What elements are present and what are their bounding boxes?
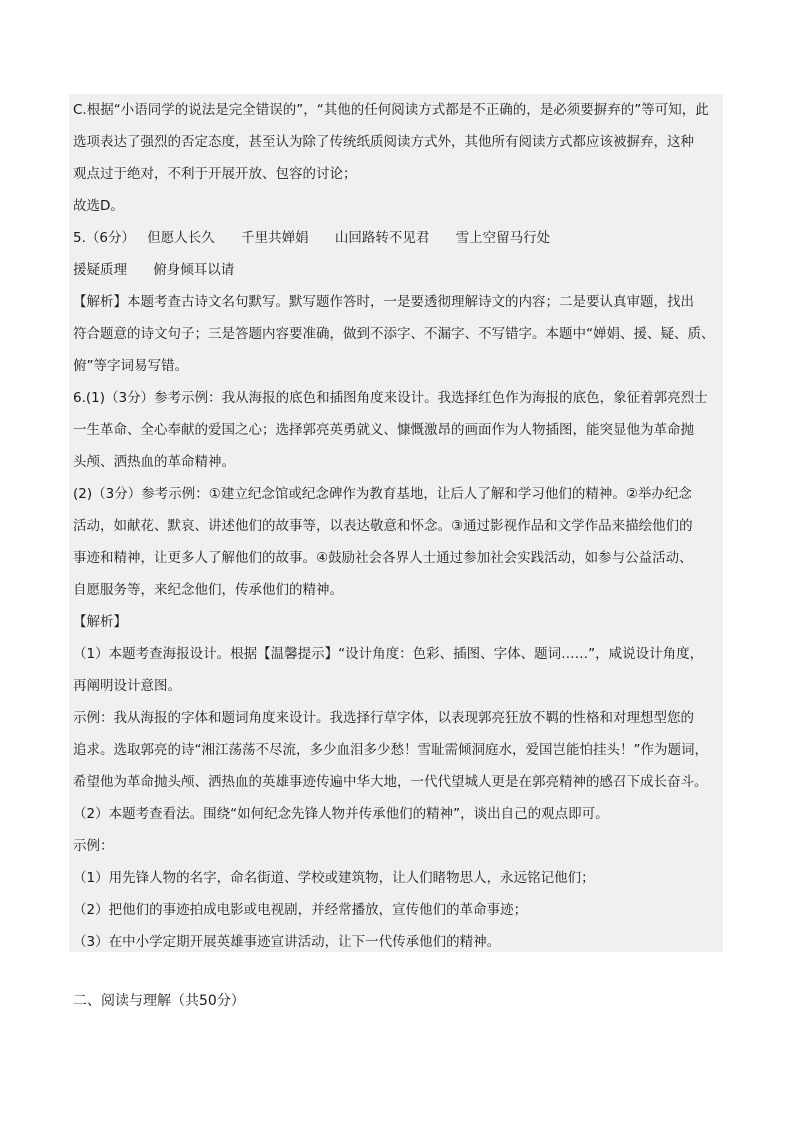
section-title: 二、阅读与理解（共50分） [73,993,245,1009]
q5-blank-6: 俯身倾耳以请 [153,262,235,278]
q6-analysis-line-9: （2）把他们的事迹拍成电影或电视剧，并经常播放，宣传他们的革命事迹； [73,902,528,918]
q5-analysis-line-1: 【解析】本题考查古诗文名句默写。默写题作答时，一是要透彻理解诗文的内容；二是要认真审题，找出 [73,294,694,310]
q6-analysis-heading: 【解析】 [73,614,127,630]
q4-conclusion: 故选D。 [73,198,124,214]
q6-part1-line-1: 6.(1)（3分）参考示例：我从海报的底色和插图角度来设计。我选择红色作为海报的底色，象征着郭亮烈士 [73,390,708,406]
q4c-line-1: C.根据“小语同学的说法是完全错误的”，“其他的任何阅读方式都是不正确的，是必须要摒弃的”等可知，此 [73,102,709,118]
q6-part1-line-3: 头颅、洒热血的革命精神。 [73,454,235,470]
q5-answer-line-2 [73,254,234,286]
q5-analysis-line-2: 符合题意的诗文句子；三是答题内容要准确，做到不添字、不漏字、不写错字。本题中“婵娟、援、疑、质、 [73,326,715,342]
q5-blank-3: 山回路转不见君 [334,230,430,246]
q5-blank-2: 千里共婵娟 [241,230,309,246]
q6-analysis-line-5: 希望他为革命抛头颅、洒热血的英雄事迹传遍中华大地，一代代望城人更是在郭亮精神的感召下成长奋斗。 [73,774,708,790]
q6-part2-line-3: 事迹和精神，让更多人了解他们的故事。④鼓励社会各界人士通过参加社会实践活动，如参与公益活动、 [73,550,693,566]
q6-analysis-line-3: 示例：我从海报的字体和题词角度来设计。我选择行草字体，以表现郭亮狂放不羁的性格和对理想型您的 [73,710,694,726]
q6-analysis-line-1: （1）本题考查海报设计。根据【温馨提示】“设计角度：色彩、插图、字体、题词……”，咸说设计角度， [73,646,704,662]
q6-part2-line-4: 自愿服务等，来纪念他们，传承他们的精神。 [73,582,343,598]
q5-blank-5: 援疑质理 [73,262,127,278]
q5-answer-line-1 [73,222,550,254]
q4c-line-3: 观点过于绝对，不利于开展开放、包容的讨论； [73,166,357,182]
q5-label: 5.（6分） [73,230,135,246]
q5-blank-1: 但愿人长久 [147,230,215,246]
q6-analysis-line-7: 示例： [73,838,114,854]
q6-analysis-line-6: （2）本题考查看法。围绕“如何纪念先锋人物并传承他们的精神”，谈出自己的观点即可。 [73,806,609,822]
q4c-line-2: 选项表达了强烈的否定态度，甚至认为除了传统纸质阅读方式外，其他所有阅读方式都应该被摒弃，这种 [73,134,694,150]
q6-part2-line-1: (2)（3分）参考示例：①建立纪念馆或纪念碑作为教育基地，让后人了解和学习他们的精神。②举办纪念 [73,486,692,502]
q5-analysis-line-3: 俯”等字词易写错。 [73,358,188,374]
q6-analysis-line-10: （3）在中小学定期开展英雄事迹宣讲活动，让下一代传承他们的精神。 [73,934,501,950]
q6-analysis-line-2: 再阐明设计意图。 [73,678,181,694]
q5-blank-4: 雪上空留马行处 [455,230,551,246]
q6-analysis-line-4: 追求。选取郭亮的诗“湘江荡荡不尽流，多少血泪多少愁！雪耻需倾洞庭水，爱国岂能怕挂头！”作为题词， [73,742,708,758]
q6-analysis-line-8: （1）用先锋人物的名字，命名街道、学校或建筑物，让人们睹物思人，永远铭记他们； [73,870,595,886]
q6-part2-line-2: 活动，如献花、默哀、讲述他们的故事等，以表达敬意和怀念。③通过影视作品和文学作品来描绘他们的 [73,518,693,534]
q6-part1-line-2: 一生革命、全心奉献的爱国之心；选择郭亮英勇就义、慷慨激昂的画面作为人物插图，能突显他为革命抛 [73,422,694,438]
